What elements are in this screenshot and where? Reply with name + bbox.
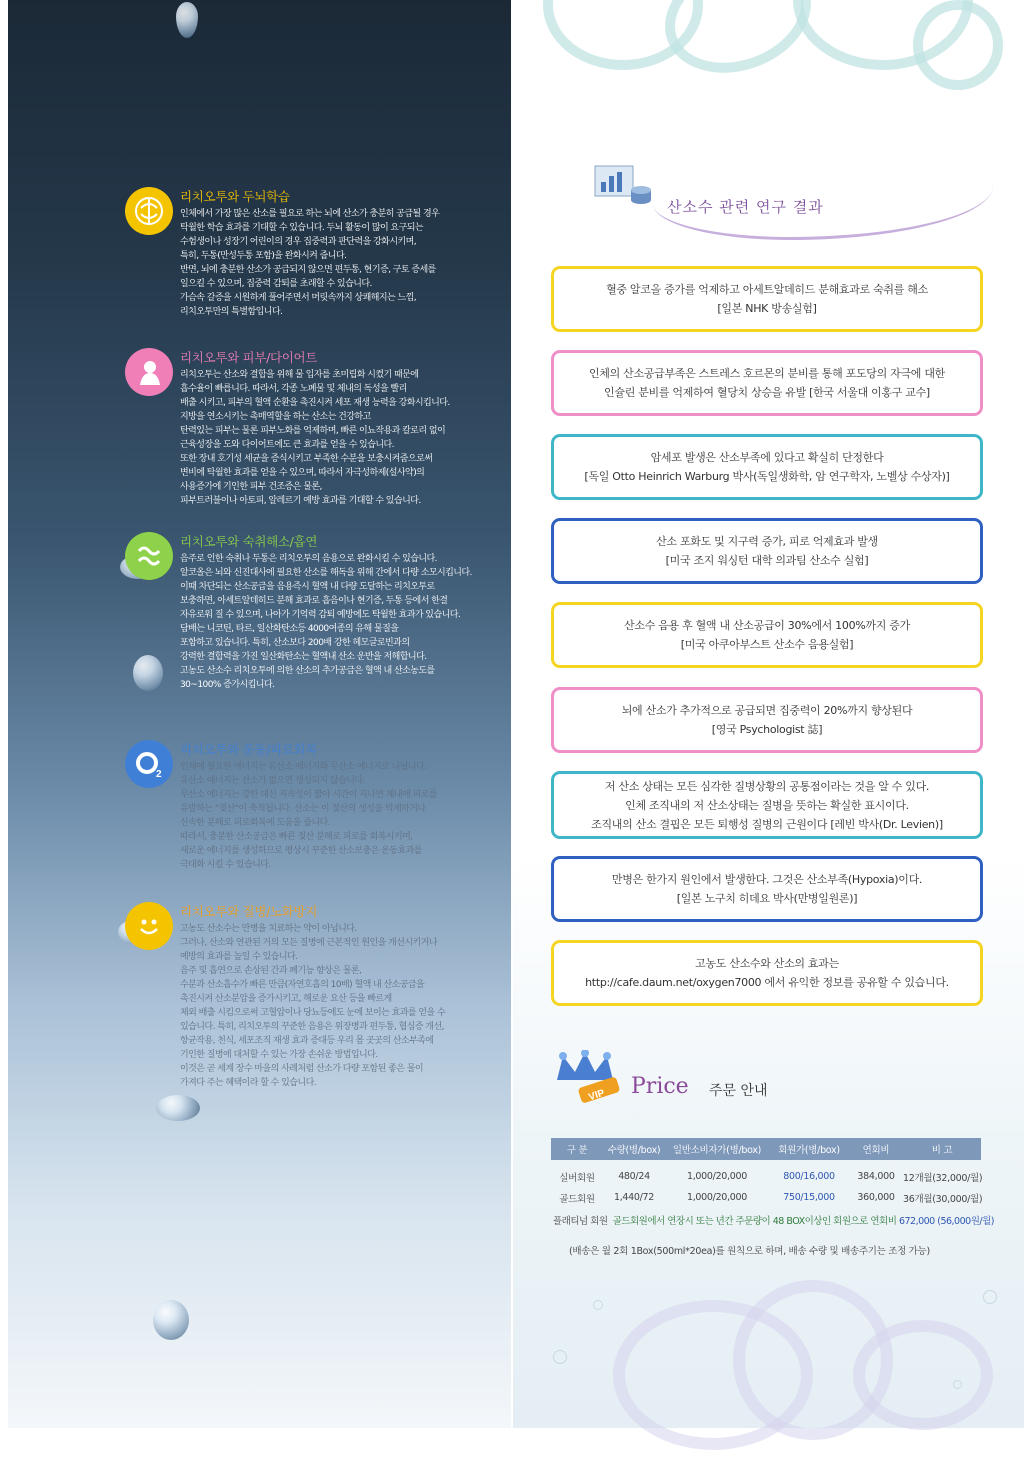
research-line: [독일 Otto Heinrich Warburg 박사(독일생화학, 암 연구학자, 노벨상 수상자)]: [584, 470, 950, 483]
research-box: [551, 266, 983, 332]
delivery-note: (배송은 월 2회 1Box(500ml*20ea)를 원칙으로 하며, 배송 수량 및 배송주기는 조정 가능): [569, 1246, 930, 1257]
table-cell: 800/16,000: [783, 1171, 835, 1182]
body-line: 탁월한 학습 효과를 기대할 수 있습니다. 두뇌 활동이 많이 요구되는: [180, 223, 423, 233]
research-line: [일본 노구치 히데요 박사(만병일원론)]: [676, 892, 858, 905]
body-line: 보충하면, 아세트알데히드 분해 효과로 흡음이나 현기증, 두통 등에서 한결: [180, 596, 448, 606]
platinum-row: [553, 1213, 994, 1227]
body-line: 특히, 두통(만성두통 포함)을 완화시켜 줍니다.: [180, 251, 347, 261]
body-line: 있습니다. 특히, 리치오투의 꾸준한 음용은 위장병과 편두통, 협심증 개선,: [180, 1022, 444, 1032]
smiley-icon: [125, 902, 173, 950]
table-cell: 1,000/20,000: [686, 1192, 748, 1203]
body-line: 음주 및 흡연으로 손상된 간과 폐기능 향상은 물론,: [180, 966, 362, 976]
research-box: [551, 518, 983, 584]
body-line: 이때 차단되는 산소공급을 음용즉시 혈액 내 다량 도달하는 리치오투로: [180, 582, 435, 592]
body-line: 그러나, 산소와 연관된 거의 모든 질병에 근본적인 원인을 개선시키거나: [180, 938, 437, 948]
section-title: 리치오투와 질병/노화방지: [180, 904, 318, 919]
body-line: 예방의 효과를 높일 수 있습니다.: [180, 952, 298, 962]
section-body: [180, 207, 500, 319]
research-line: 인슐린 분비를 억제하여 혈당치 상승을 유발 [한국 서울대 이홍구 교수]: [604, 386, 930, 399]
research-box: [551, 350, 983, 416]
research-line: 만병은 한가지 원인에서 발생한다. 그것은 산소부족(Hypoxia)이다.: [611, 873, 923, 886]
column-header: 비 고: [903, 1138, 981, 1160]
decor-bubble: [593, 1300, 603, 1310]
water-drop: [153, 1300, 189, 1340]
water-drop: [176, 2, 198, 38]
body-line: 인체에 필요한 에너지는 유산소 에너지와 무산소 에너지로 나뉩니다.: [180, 762, 427, 772]
body-line: 지방을 연소시키는 촉매역할을 하는 산소는 건강하고: [180, 412, 371, 422]
body-line: 체외 배출 시킴으로써 고혈압이나 당뇨등에도 눈에 보이는 효과를 얻을 수: [180, 1008, 446, 1018]
table-cell: 750/15,000: [783, 1192, 835, 1203]
research-line: [미국 아쿠아부스트 산소수 음용실험]: [680, 638, 854, 651]
column-header: 회원가(병/box): [769, 1138, 849, 1160]
body-line: 기인한 질병에 대처할 수 있는 가장 손쉬운 방법입니다.: [180, 1050, 378, 1060]
body-line: 따라서, 충분한 산소공급은 빠른 젖산 분해로 피로를 회복시키며,: [180, 832, 413, 842]
body-line: 가져다 주는 혜택이라 할 수 있습니다.: [180, 1078, 317, 1088]
research-line: 뇌에 산소가 추가적으로 공급되면 집중력이 20%까지 향상된다: [621, 704, 913, 717]
table-cell: 36개월(30,000/월): [903, 1193, 983, 1205]
column-header: 일반소비자가(병/box): [665, 1138, 769, 1160]
body-line: 포함하고 있습니다. 특히, 산소보다 200배 강한 헤모글로빈과의: [180, 638, 410, 648]
research-line: 인체 조직내의 저 산소상태는 질병을 뜻하는 확실한 표시이다.: [625, 798, 909, 812]
research-line: 암세포 발생은 산소부족에 있다고 확실히 단정한다: [650, 451, 884, 464]
body-line: 변비에 탁월한 효과를 얻을 수 있으며, 따라서 자극성하제(설사약)의: [180, 468, 425, 478]
svg-text:2: 2: [156, 769, 162, 780]
section-body: [180, 368, 500, 508]
water-drop: [133, 655, 163, 691]
body-line: 알코올은 뇌와 신진대사에 필요한 산소를 해독을 위해 간에서 다량 소모시킵니다.: [180, 568, 472, 578]
body-line: 극대화 시킬 수 있습니다.: [180, 860, 271, 870]
oxygen-o2-icon: [125, 740, 173, 788]
body-line: 강력한 결합력을 가진 일산화탄소는 혈액내 산소 운반을 저해합니다.: [180, 652, 427, 662]
table-row: [551, 1160, 981, 1187]
section-body: [180, 922, 500, 1090]
body-line: 항균작용, 천식, 세포조직 재생 효과 증대등 우리 몸 곳곳의 산소부족에: [180, 1036, 434, 1046]
body-line: 흡수율이 빠릅니다. 따라서, 각종 노폐물 및 체내의 독성을 빨리: [180, 384, 407, 394]
table-cell: 480/24: [618, 1171, 650, 1182]
body-line: 음주로 인한 숙취나 두통은 리치오투의 음용으로 완화시킬 수 있습니다.: [180, 554, 437, 564]
section-title: 리치오투와 운동/피로회복: [180, 742, 318, 757]
body-line: 수분과 산소흡수가 빠른 만큼(자연호흡의 10배) 혈액 내 산소공급을: [180, 980, 425, 990]
body-line: 인체에서 가장 많은 산소를 필요로 하는 뇌에 산소가 충분히 공급될 경우: [180, 209, 440, 219]
price-title-ko: 주문 안내: [709, 1083, 768, 1099]
decor-wisp: [853, 1320, 993, 1430]
decor-swirl: [913, 0, 1003, 90]
bar-chart-icon: [593, 160, 655, 212]
research-box: [551, 602, 983, 668]
body-line: 유발하는 "젖산"이 축적됩니다. 산소는 이 젖산의 생성을 억제하거나: [180, 804, 426, 814]
hangover-icon: [125, 532, 173, 580]
body-line: 피부트러블이나 아토피, 알레르기 예방 효과를 기대할 수 있습니다.: [180, 496, 421, 506]
body-line: 자유로워 질 수 있으며, 나아가 기억력 감퇴 예방에도 탁월한 효과가 있습니다.: [180, 610, 461, 620]
research-line: [미국 조지 워싱턴 대학 의과팀 산소수 실험]: [665, 554, 869, 567]
platinum-text: 골드회원에서 연장시 또는 년간 주문량이 48 BOX이상인 회원으로 연회비: [612, 1216, 897, 1227]
column-header: 연회비: [849, 1138, 903, 1160]
woman-profile-icon: [125, 348, 173, 396]
right-panel: [513, 0, 1024, 1428]
body-line: 30~100% 증가시킵니다.: [180, 680, 275, 690]
section-body: [180, 760, 500, 872]
table-cell: 384,000: [857, 1171, 895, 1182]
body-line: 촉진시켜 산소분압을 증가시키고, 해로운 요산 등을 빠르게: [180, 994, 392, 1004]
research-line: 산소수 음용 후 혈액 내 산소공급이 30%에서 100%까지 증가: [624, 619, 910, 632]
research-line: http://cafe.daum.net/oxygen7000 에서 유익한 정보를 공유할 수 있습니다.: [585, 976, 949, 989]
body-line: 새로운 에너지를 생성하므로 평상시 꾸준한 산소보충은 운동효과를: [180, 846, 422, 856]
table-cell: 12개월(32,000/월): [903, 1172, 983, 1184]
research-box: [551, 940, 983, 1006]
body-line: 담배는 니코틴, 타르, 일산화탄소등 4000여종의 유해 물질을: [180, 624, 399, 634]
decor-bubble: [983, 1290, 997, 1304]
research-line: 산소 포화도 및 지구력 증가, 피로 억제효과 발생: [656, 535, 878, 548]
section-title: 리치오투와 두뇌학습: [180, 189, 290, 204]
research-heading: [593, 160, 973, 240]
column-header: 수량(병/box): [603, 1138, 665, 1160]
research-box: [551, 434, 983, 500]
table-cell: 1,000/20,000: [686, 1171, 748, 1182]
platinum-label: 플래티넘 회원: [553, 1216, 608, 1227]
table-row: [551, 1187, 981, 1208]
body-line: 리치오투는 산소와 결합을 위해 물 입자를 초미립화 시켰기 때문에: [180, 370, 419, 380]
body-line: 근육성장을 도와 다이어트에도 큰 효과를 얻을 수 있습니다.: [180, 440, 394, 450]
research-line: 조직내의 산소 결핍은 모든 퇴행성 질병의 근원이다 [레빈 박사(Dr. Levien)]: [591, 817, 943, 831]
research-line: [일본 NHK 방송실험]: [717, 302, 817, 315]
platinum-fee: 672,000 (56,000원/월): [898, 1216, 994, 1227]
decor-bubble: [553, 1350, 567, 1364]
research-line: 혈중 알코올 증가를 억제하고 아세트알데히드 분해효과로 숙취를 해소: [606, 283, 928, 296]
body-line: 반면, 뇌에 충분한 산소가 공급되지 않으면 편두통, 현기증, 구토 증세를: [180, 265, 436, 275]
vip-crown-icon: [553, 1050, 621, 1104]
body-line: 수험생이나 성장기 어린이의 경우 집중력과 판단력을 강화시키며,: [180, 237, 417, 247]
column-header: 구 분: [551, 1138, 603, 1160]
table-header-row: [551, 1138, 981, 1160]
body-line: 고농도 산소수는 만병을 치료하는 약이 아닙니다.: [180, 924, 357, 934]
research-line: 인체의 산소공급부족은 스트레스 호르몬의 분비를 통해 포도당의 자극에 대한: [588, 367, 945, 380]
research-box: [551, 856, 983, 922]
section-body: [180, 552, 500, 692]
research-box: [551, 687, 983, 753]
body-line: 또한 장내 호기성 세균을 증식시키고 부족한 수분을 보충시켜줌으로써: [180, 454, 433, 464]
body-line: 일으킬 수 있으며, 집중력 감퇴를 초래할 수 있습니다.: [180, 279, 372, 289]
price-title-en: Price: [631, 1074, 689, 1099]
price-heading: [553, 1040, 853, 1110]
body-line: 사용증가에 기인한 피부 건조증은 물론,: [180, 482, 322, 492]
body-line: 가슴속 갈증을 시원하게 풀어주면서 머릿속까지 상쾌해지는 느낌,: [180, 293, 417, 303]
water-drop: [156, 1095, 200, 1121]
price-table: [551, 1138, 981, 1208]
brain-icon: [125, 187, 173, 235]
vip-badge: VIP: [587, 1087, 607, 1104]
table-cell: 골드회원: [559, 1193, 595, 1205]
body-line: 고농도 산소수 리치오투에 의한 산소의 추가공급은 혈액 내 산소농도를: [180, 666, 435, 676]
body-line: 배출 시키고, 피부의 혈액 순환을 촉진시켜 세포 재생 능력을 강화시킵니다.: [180, 398, 450, 408]
research-line: 저 산소 상태는 모든 심각한 질병상황의 공통점이라는 것을 알 수 있다.: [604, 779, 930, 793]
body-line: 리치오투만의 특별함입니다.: [180, 307, 283, 317]
research-title: 산소수 관련 연구 결과: [667, 198, 824, 216]
research-box: [551, 771, 983, 839]
body-line: 신속한 분해로 피로회복에 도움을 줍니다.: [180, 818, 331, 828]
section-title: 리치오투와 피부/다이어트: [180, 350, 318, 365]
body-line: 무산소 에너지는 강한 대신 지속성이 짧아 시간이 지나면 체내에 피로를: [180, 790, 437, 800]
body-line: 탄력있는 피부는 물론 피부노화를 억제하며, 빠른 이뇨작용과 칼로리 없이: [180, 426, 446, 436]
research-line: [영국 Psychologist 誌]: [711, 723, 823, 736]
decor-bubble: [953, 1380, 962, 1389]
body-line: 유산소 에너지는 산소가 없으면 생성되지 않습니다.: [180, 776, 365, 786]
body-line: 이것은 곧 세계 장수 마을의 사례처럼 산소가 다량 포함된 좋은 물이: [180, 1064, 423, 1074]
heading-arc: [653, 150, 993, 240]
research-line: 고농도 산소수와 산소의 효과는: [695, 957, 839, 970]
table-cell: 실버회원: [559, 1172, 595, 1184]
table-cell: 1,440/72: [613, 1192, 655, 1203]
section-title: 리치오투와 숙취해소/흡연: [180, 534, 318, 549]
table-cell: 360,000: [857, 1192, 895, 1203]
